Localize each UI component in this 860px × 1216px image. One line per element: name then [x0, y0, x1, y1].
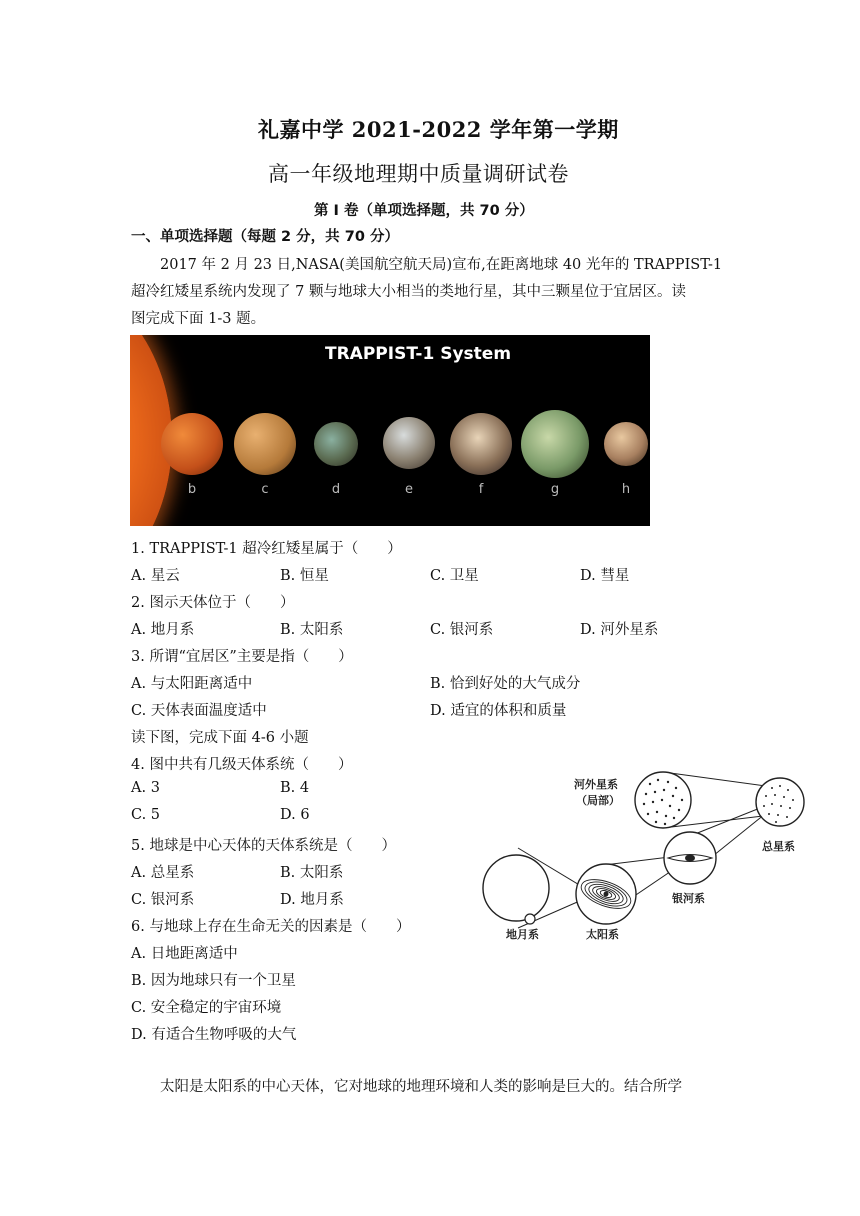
- label-universe: 总星系: [762, 840, 795, 853]
- q1-option-b: B. 恒星: [280, 568, 329, 584]
- label-earth-moon: 地月系: [506, 928, 539, 941]
- earth-moon-circle: [483, 855, 549, 924]
- q4-option-a: A. 3: [131, 780, 160, 796]
- q5-option-a: A. 总星系: [131, 865, 195, 881]
- planet-label-c: c: [261, 482, 269, 497]
- label-solar-system: 太阳系: [586, 928, 619, 941]
- q6-option-c: C. 安全稳定的宇宙环境: [131, 1000, 282, 1016]
- celestial-systems-diagram: [478, 762, 808, 952]
- question-2-stem: 2. 图示天体位于（ ）: [131, 595, 295, 611]
- section-title: 第 I 卷（单项选择题，共 70 分）: [314, 203, 534, 219]
- q2-option-d: D. 河外星系: [580, 622, 659, 638]
- planet-d: [314, 422, 358, 466]
- intro-line-3: 图完成下面 1-3 题。: [131, 311, 266, 327]
- next-passage-line: 太阳是太阳系的中心天体，它对地球的地理环境和人类的影响是巨大的。结合所学: [160, 1079, 682, 1095]
- q6-option-a: A. 日地距离适中: [131, 946, 238, 962]
- q5-option-b: B. 太阳系: [280, 865, 344, 881]
- q2-option-a: A. 地月系: [131, 622, 195, 638]
- exam-title-line2: 高一年级地理期中质量调研试卷: [268, 162, 569, 186]
- intro-line-1: 2017 年 2 月 23 日,NASA(美国航空航天局)宣布,在距离地球 40 光年的 TRAPPIST-1: [160, 257, 723, 273]
- q1-option-a: A. 星云: [131, 568, 180, 584]
- planet-e: [383, 417, 435, 469]
- q4-option-b: B. 4: [280, 780, 310, 796]
- q1-option-d: D. 彗星: [580, 568, 630, 584]
- planet-label-b: b: [187, 482, 197, 497]
- question-1-stem: 1. TRAPPIST-1 超冷红矮星属于（ ）: [131, 541, 402, 557]
- q2-option-b: B. 太阳系: [280, 622, 344, 638]
- q4-option-d: D. 6: [280, 807, 310, 823]
- extragalactic-circle: [635, 772, 691, 828]
- planet-label-e: e: [405, 482, 413, 497]
- planet-b: [161, 413, 223, 475]
- q6-option-b: B. 因为地球只有一个卫星: [131, 973, 296, 989]
- question-3-stem: 3. 所谓“宜居区”主要是指（ ）: [131, 649, 353, 665]
- label-galaxy: 银河系: [672, 892, 705, 905]
- q1-option-c: C. 卫星: [430, 568, 479, 584]
- trappist-1-system-image: [130, 335, 650, 526]
- q3-option-a: A. 与太阳距离适中: [131, 676, 253, 692]
- q5-option-d: D. 地月系: [280, 892, 344, 908]
- planet-label-d: d: [331, 482, 341, 497]
- planet-g: [521, 410, 589, 478]
- q4-option-c: C. 5: [131, 807, 161, 823]
- planet-c: [234, 413, 296, 475]
- universe-circle: [756, 778, 804, 826]
- galaxy-circle: [664, 832, 716, 884]
- planet-h: [604, 422, 648, 466]
- solar-system-circle: [576, 864, 636, 924]
- planet-label-h: h: [621, 482, 631, 497]
- question-5-stem: 5. 地球是中心天体的天体系统是（ ）: [131, 838, 396, 854]
- intro-line-2: 超冷红矮星系统内发现了 7 颗与地球大小相当的类地行星，其中三颗星位于宜居区。读: [131, 284, 686, 300]
- figure-title: TRAPPIST-1 System: [325, 344, 512, 364]
- q3-option-d: D. 适宜的体积和质量: [430, 703, 567, 719]
- label-extragalactic-partial: （局部）: [576, 794, 620, 807]
- q6-option-d: D. 有适合生物呼吸的大气: [131, 1027, 297, 1043]
- exam-title-line1: 礼嘉中学 2021-2022 学年第一学期: [258, 117, 619, 142]
- intro-questions-4-6: 读下图，完成下面 4-6 小题: [131, 730, 309, 746]
- planet-label-f: f: [478, 482, 484, 497]
- question-4-stem: 4. 图中共有几级天体系统（ ）: [131, 757, 353, 773]
- q3-option-b: B. 恰到好处的大气成分: [430, 676, 581, 692]
- q2-option-c: C. 银河系: [430, 622, 494, 638]
- label-extragalactic: 河外星系: [574, 778, 618, 791]
- part-heading: 一、单项选择题（每题 2 分，共 70 分）: [131, 229, 399, 245]
- q3-option-c: C. 天体表面温度适中: [131, 703, 267, 719]
- q5-option-c: C. 银河系: [131, 892, 195, 908]
- planet-label-g: g: [550, 482, 560, 497]
- planet-f: [450, 413, 512, 475]
- question-6-stem: 6. 与地球上存在生命无关的因素是（ ）: [131, 919, 411, 935]
